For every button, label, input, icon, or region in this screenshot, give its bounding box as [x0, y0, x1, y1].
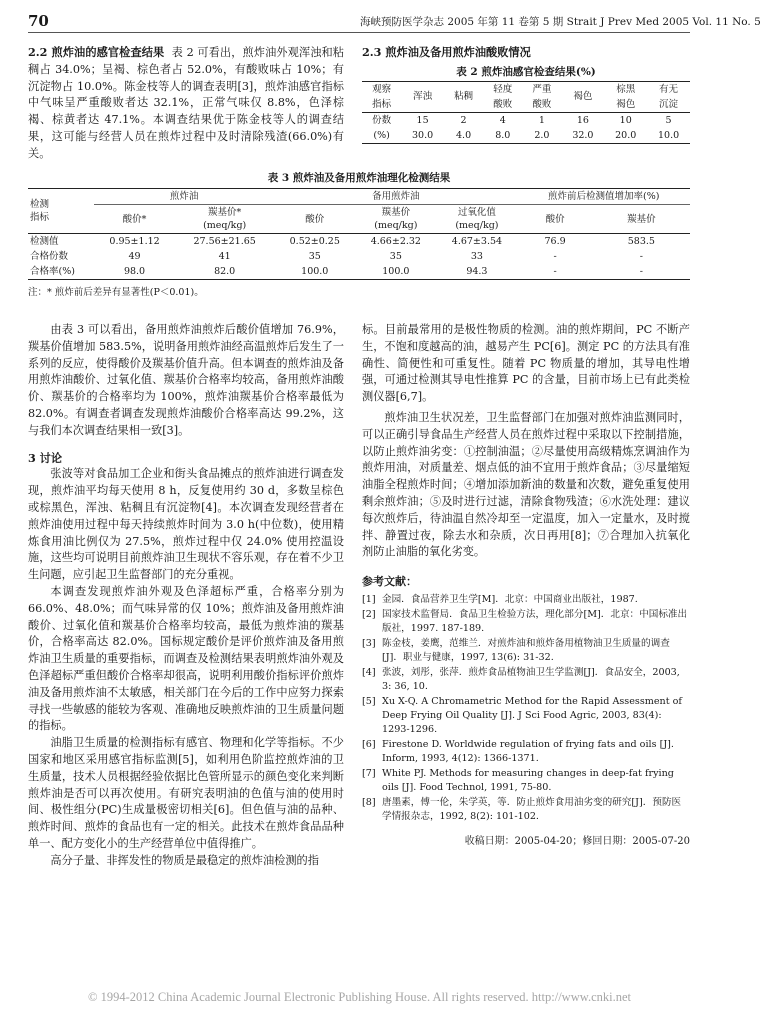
table-3-subheader: 酸价 [305, 213, 325, 225]
table-3-caption: 表 3 煎炸油及备用煎炸油理化检测结果 [267, 172, 451, 184]
paragraph: 张波等对食品加工企业和街头食品摊点的煎炸油进行调查发现，煎炸油平均每天使用 8 h，反复使用约 30 d，多数呈棕色或棕黑色，浑浊、粘稠且有沉淀物[4]。本次调查发现经营者在煎炸油使用过程中每天持续煎炸时间为 3.0 h(中位数)，使用精炼食用油比例仅为 27.5%，煎炸过程中仅 24.0% 使用控温设施，这些均可说明目前煎炸油卫生现状不容乐观，存在着不少卫生问题，应引起卫生监督部门的充分重视。 [28, 467, 344, 582]
reference-number: [7] [362, 768, 376, 780]
table-3-subheader [355, 205, 436, 234]
section-3-heading: 3 讨论 [28, 450, 63, 465]
paragraph: 高分子量、非挥发性的物质是最稳定的煎炸油检测的指 [50, 853, 319, 867]
reference-number: [1] [362, 594, 376, 606]
table-cell: 98.0 [94, 264, 175, 280]
paragraph: 由表 3 可以看出，备用煎炸油煎炸后酸价值增加 76.9%，羰基价值增加 583.5%，说明备用煎炸油经高温煎炸后发生了一系列的反应，使得酸价及羰基价值升高。但本调查的煎炸油及备用煎炸油酸价、过氧化值、羰基价合格率均较高，备用煎炸油酸价、羰基价的合格率均为 100%，煎炸油羰基价合格率最低为 82.0%。有调查者调查发现煎炸油酸价合格率高达 99.2%，这与我们本次调查结果相一致[3]。 [28, 323, 344, 437]
references-list [362, 593, 690, 824]
header-divider [28, 32, 690, 33]
table-cell: 4 [483, 112, 522, 128]
table-cell: 33 [470, 251, 483, 262]
section-2-2-text: 表 2 可看出，煎炸油外观浑浊和粘稠占 34.0%；呈褐、棕色者占 52.0%，有酸败味占 10%；有沉淀物占 10.0%。陈金枝等人的调查表明[3]，煎炸油感官指标中气味呈严重酸败者达 32.1%，正常气味仅 8.8%，色泽棕褐、棕黄者达 47.1%。本调查结果优于陈金枝等人的调查结果，这可能与经营人员在煎炸过程中及时清除残渣(66.0%)有关。 [28, 46, 344, 160]
table-row [362, 112, 690, 128]
table-2-header: 粘稠 [444, 81, 483, 112]
section-2-3 [362, 44, 690, 144]
page-number: 70 [28, 12, 49, 30]
table-3-row-label-1: 检测 [30, 199, 50, 210]
table-cell: 合格率(%) [28, 264, 94, 280]
table-2-header: 轻度 [483, 81, 522, 97]
table-3-block [28, 170, 690, 298]
table-cell: 16 [562, 112, 605, 128]
reference-number: [8] [362, 797, 376, 809]
table-2-header: 浑浊 [401, 81, 444, 112]
table-2-header: 褐色 [562, 81, 605, 112]
table-cell: 合格份数 [30, 251, 69, 262]
table-cell: 8.0 [483, 128, 522, 144]
section-2-2-paragraph [28, 44, 344, 163]
table-2 [362, 81, 690, 144]
table-2-header: 观察 [362, 81, 401, 97]
table-cell: 5 [647, 112, 690, 128]
table-3-row-label-2: 指标 [30, 212, 50, 223]
copyright-footer: © 1994-2012 China Academic Journal Electronic Publishing House. All rights reserved. http://www.cnki.net [88, 990, 631, 1004]
table-row [28, 249, 690, 264]
section-2-2 [28, 44, 344, 163]
table-cell: - [517, 264, 592, 280]
paragraph: 本调查发现煎炸油外观及色泽超标严重，合格率分别为 66.0%、48.0%；而气味异常的仅 10%；煎炸油及备用煎炸油酸价、过氧化值和羰基价合格率均较高，最低为煎炸油的羰基价，合格率高达 82.0%。国标规定酸价是评价煎炸油及备用煎炸油卫生质量的重要指标，而调查及检测结果表明煎炸油外观及色泽超标严重但酸价合格率却很高，说明利用酸价指标评价煎炸油及备用煎炸油不太敏感，相关部门在今后的工作中应努力探索寻找一些敏感的能较为客观、准确地反映煎炸油的卫生质量问题的指标。 [28, 584, 344, 733]
table-3 [28, 188, 690, 280]
table-3-subheader-label: 羰基价 [381, 207, 411, 218]
reference-item [362, 593, 690, 607]
table-cell: 35 [389, 251, 402, 262]
table-cell: 2 [444, 112, 483, 128]
paragraph: 标。目前最常用的是极性物质的检测。油的煎炸期间，PC 不断产生，不饱和度越高的油，越易产生 PC[6]。测定 PC 的方法具有准确性、简便性和可重复性。随着 PC 物质量的增加，其导电性增强，可通过检测其导电性推算 PC 的含量，目前市场上已有此类检测仪器[6,7]。 [362, 323, 690, 404]
reference-text: White PJ. Methods for measuring changes in deep-fat frying oils [J]. Food Technol, 1991, 75-80. [382, 768, 674, 794]
table-2-header: 酸败 [493, 98, 513, 110]
table-cell: 1 [522, 112, 561, 128]
table-row [28, 234, 690, 250]
table-3-subheader [436, 205, 517, 234]
reference-text: 陈金枝，姜鹰，范维兰．对煎炸油和煎炸备用植物油卫生质量的调查[J]．职业与健康，1997, 13(6): 31-32. [382, 638, 670, 664]
table-3-subheader-unit: (meq/kg) [374, 220, 418, 231]
reference-number: [5] [362, 696, 376, 708]
reference-number: [4] [362, 667, 376, 679]
reference-item [362, 695, 690, 737]
table-3-subheader: 酸价 [545, 213, 565, 225]
table-2-header: 棕黑 [604, 81, 647, 97]
table-cell: 76.9 [517, 234, 592, 250]
reference-number: [2] [362, 609, 376, 621]
reference-text: Xu X-Q. A Chromametric Method for the Rapid Assessment of Deep Frying Oil Quality [J]. J Sci Food Agric, 2003, 83(4): 1293-1296. [382, 696, 682, 736]
reference-item [362, 738, 690, 766]
table-cell: 583.5 [593, 234, 690, 250]
reference-text: 国家技术监督局．食品卫生检验方法，理化部分[M]．北京：中国标准出版社，1997. 187-189. [382, 609, 688, 635]
table-3-group: 煎炸油 [94, 189, 274, 205]
table-2-header: 有无 [647, 81, 690, 97]
table-cell: 82.0 [175, 264, 274, 280]
table-cell: 35 [308, 251, 321, 262]
table-row [28, 264, 690, 280]
paragraph: 油脂卫生质量的检测指标有感官、物理和化学等指标。不少国家和地区采用感官指标监测[5]，如利用色阶监控煎炸油的卫生质量，技术人员根据经验依据比色管所显示的颜色变化来判断煎炸油是否可以再次使用。有研究表明油的色值与油的使用时间、极性组分(PC)生成量极密切相关[6]。但色值与油的品种、煎炸时间、煎炸的食品也有一定的相关。此技术在煎炸食品品种单一、配方变化小的生产经营单位中值得推广。 [28, 736, 344, 850]
table-cell: 10 [604, 112, 647, 128]
table-cell: 15 [401, 112, 444, 128]
table-2-header: 严重 [522, 81, 561, 97]
reference-item [362, 608, 690, 636]
table-3-subheader: 羰基价 [627, 213, 656, 225]
table-cell: 27.56±21.65 [175, 234, 274, 250]
table-row [362, 128, 690, 144]
reference-item [362, 767, 690, 795]
reference-item [362, 637, 690, 665]
reference-text: 唐墨素，傅一伦，朱学英，等．防止煎炸食用油劣变的研究[J]．预防医学情报杂志，1992, 8(2): 101-102. [382, 797, 682, 823]
table-cell: 4.67±3.54 [436, 234, 517, 250]
reference-text: 张波，刘彤，张萍．煎炸食品植物油卫生学监测[J]．食品安全，2003, 3: 36, 10. [382, 667, 680, 693]
reference-item [362, 666, 690, 694]
table-3-subheader: 酸价* [122, 213, 147, 225]
table-cell: 4.66±2.32 [355, 234, 436, 250]
reference-text: 金园．食品营养卫生学[M]．北京：中国商业出版社，1987. [382, 594, 638, 606]
table-cell: 41 [218, 251, 231, 262]
table-cell: - [639, 251, 643, 262]
table-3-subheader-unit: (meq/kg) [203, 220, 247, 231]
table-cell: 49 [128, 251, 141, 262]
table-3-note: 注：* 煎炸前后差异有显著性(P＜0.01)。 [28, 287, 204, 298]
references-title: 参考文献： [362, 575, 417, 589]
table-cell: 32.0 [562, 128, 605, 144]
table-cell: - [553, 251, 557, 262]
received-dates: 收稿日期：2005-04-20；修回日期：2005-07-20 [464, 836, 690, 848]
table-3-subheader-unit: (meq/kg) [455, 220, 499, 231]
section-2-3-heading: 2.3 煎炸油及备用煎炸油酸败情况 [362, 45, 531, 59]
table-2-caption: 表 2 煎炸油感官检查结果(%) [456, 65, 596, 78]
table-3-subheader [175, 205, 274, 234]
table-3-subheader-label: 过氧化值 [457, 207, 496, 218]
table-cell: - [593, 264, 690, 280]
table-cell: 4.0 [444, 128, 483, 144]
table-cell: 30.0 [401, 128, 444, 144]
table-2-header: 酸败 [532, 98, 552, 110]
left-column [28, 322, 344, 870]
table-2-header: 褐色 [616, 98, 636, 110]
table-2-header: 沉淀 [659, 98, 679, 110]
table-cell: 94.3 [436, 264, 517, 280]
journal-header: 海峡预防医学杂志 2005 年第 11 卷第 5 期 Strait J Prev Med 2005 Vol. 11 No. 5 [360, 16, 761, 28]
reference-number: [3] [362, 638, 376, 650]
reference-item [362, 796, 690, 824]
reference-number: [6] [362, 739, 376, 751]
table-3-group: 煎炸前后检测值增加率(%) [517, 189, 690, 205]
table-cell: 10.0 [647, 128, 690, 144]
table-2-header-row-1 [362, 81, 690, 97]
table-cell: 0.95±1.12 [94, 234, 175, 250]
table-3-group: 备用煎炸油 [274, 189, 517, 205]
table-3-subheader-row [28, 205, 690, 234]
reference-text: Firestone D. Worldwide regulation of frying fats and oils [J]. Inform, 1993, 4(12): 1366-1371. [382, 739, 674, 765]
table-cell: 检测值 [28, 234, 94, 250]
table-2-header: 指标 [372, 98, 392, 110]
right-column [362, 322, 690, 847]
table-cell: 20.0 [604, 128, 647, 144]
table-cell: 100.0 [274, 264, 355, 280]
table-3-group-row [28, 189, 690, 205]
table-3-row-label-header [28, 189, 94, 234]
table-cell: 0.52±0.25 [274, 234, 355, 250]
table-cell: (%) [362, 128, 401, 144]
table-cell: 份数 [362, 112, 401, 128]
table-cell: 2.0 [522, 128, 561, 144]
paragraph: 煎炸油卫生状况差，卫生监督部门在加强对煎炸油监测同时，可以正确引导食品生产经营人员在煎炸过程中采取以下控制措施，以防止煎炸油劣变：①控制油温；②尽量使用高级精炼烹调油作为煎炸用油，对质量差、烟点低的油不宜用于煎炸食品；③尽量缩短油脂全程煎炸时间；④增加添加新油的数量和次数，避免重复使用剩余煎炸油；⑤及时进行过滤，清除食物残渣；⑥水洗处理：建议每次煎炸后，待油温自然冷却至一定温度，加入一定量水，及时搅拌、静置过夜，除去水和杂质，次日再用[8]；⑦合理加入抗氧化剂防止油脂的氧化劣变。 [362, 410, 690, 559]
section-2-2-heading: 2.2 煎炸油的感官检查结果 [28, 45, 165, 59]
table-3-subheader-label: 羰基价* [208, 207, 242, 218]
table-cell: 100.0 [355, 264, 436, 280]
